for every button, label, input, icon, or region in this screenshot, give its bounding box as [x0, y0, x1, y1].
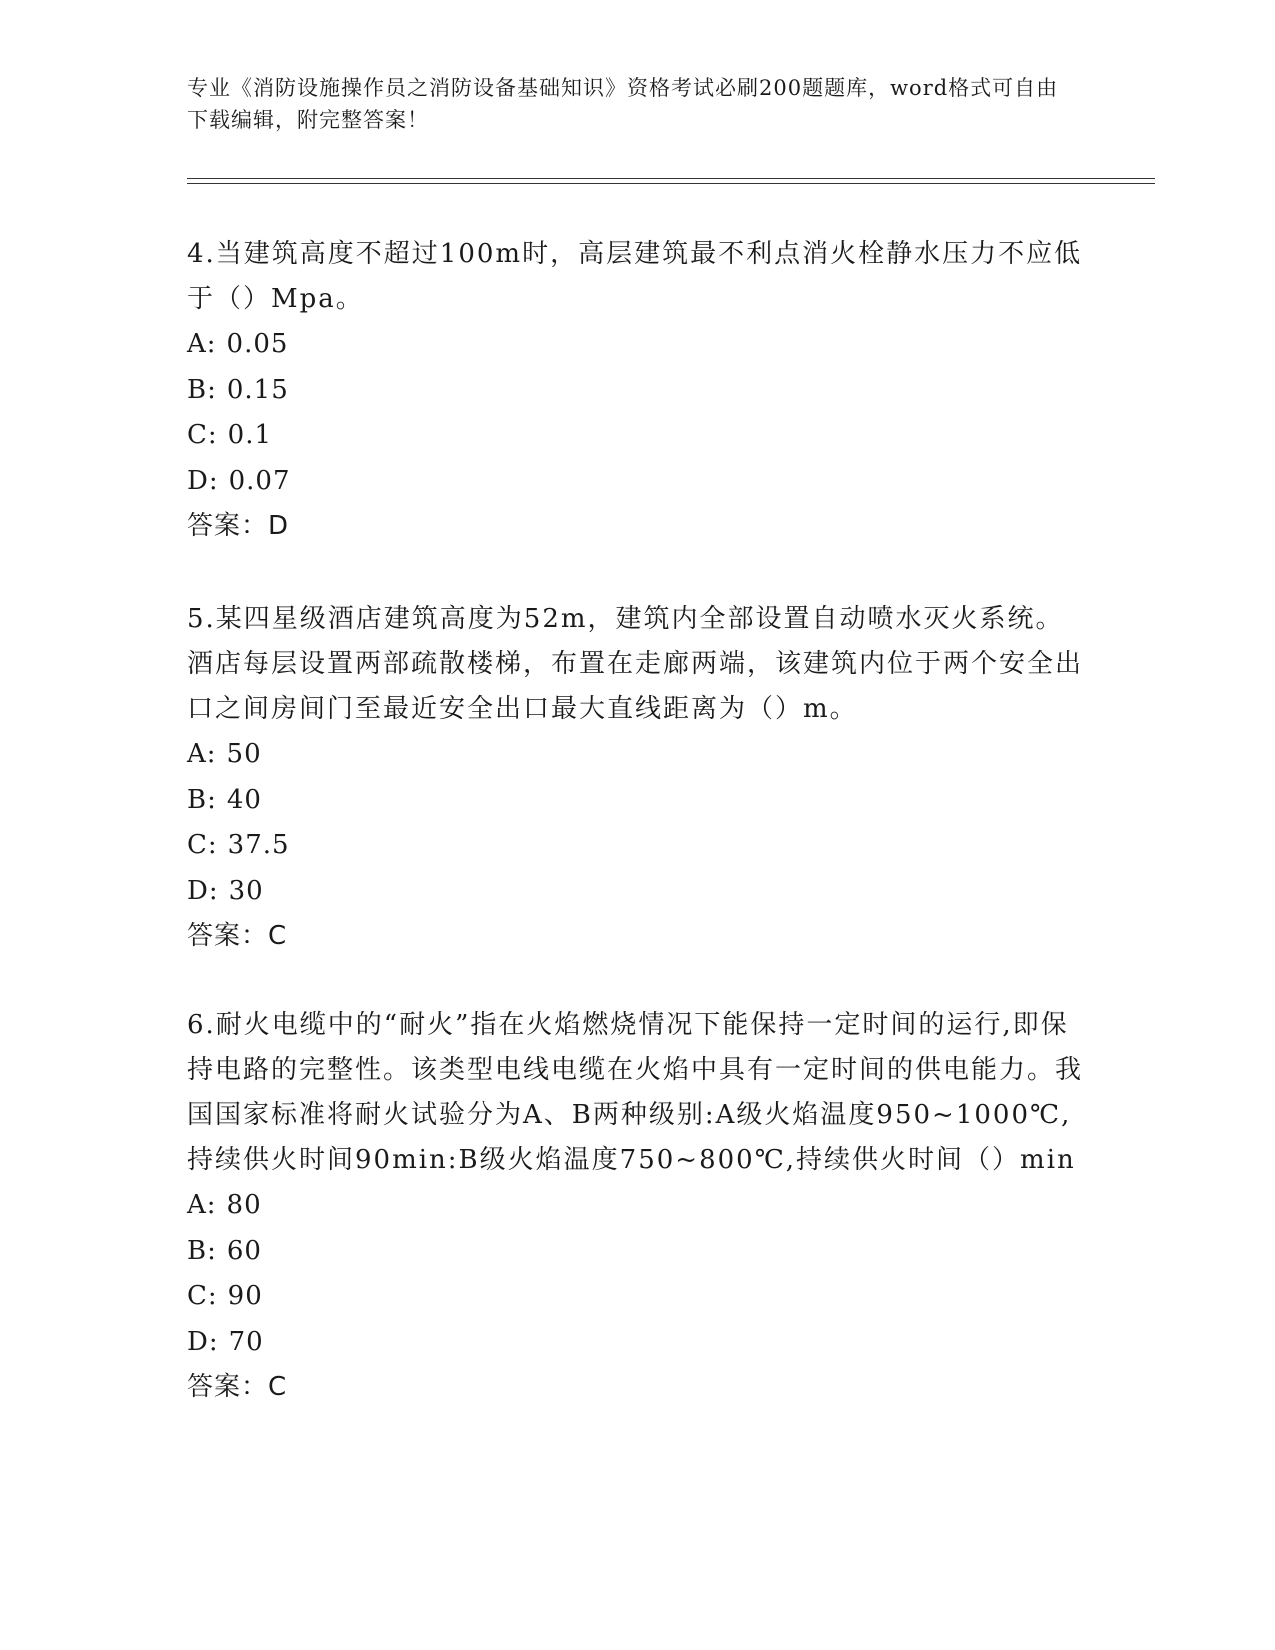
- question-stem: 4.当建筑高度不超过100m时，高层建筑最不利点消火栓静水压力不应低于（）Mpa。: [187, 239, 1083, 314]
- option-key: C:: [187, 830, 218, 860]
- question-6: [187, 1003, 1087, 1410]
- option-key: A:: [187, 739, 217, 769]
- option-list: [187, 1183, 1087, 1365]
- option-key: C:: [187, 420, 218, 450]
- document-header: 专业《消防设施操作员之消防设备基础知识》资格考试必刷200题题库，word格式可自由下载编辑，附完整答案！: [187, 76, 1059, 132]
- option-key: C:: [187, 1281, 218, 1311]
- option-text: 90: [227, 1281, 263, 1311]
- option-a: [187, 732, 1087, 778]
- option-d: [187, 1320, 1087, 1366]
- option-text: 80: [226, 1190, 262, 1220]
- answer-line: 答案：C: [187, 921, 288, 951]
- option-text: 60: [226, 1235, 262, 1266]
- answer-line: 答案：D: [187, 511, 290, 541]
- option-c: [187, 823, 1087, 869]
- option-text: 50: [226, 739, 262, 769]
- option-d: [187, 869, 1087, 915]
- header-rule-top: [187, 178, 1155, 179]
- option-key: A:: [187, 329, 217, 359]
- option-a: [187, 322, 1087, 368]
- option-key: A:: [187, 1190, 217, 1220]
- question-5: [187, 597, 1087, 959]
- option-text: 37.5: [227, 830, 290, 860]
- option-text: 40: [226, 784, 262, 815]
- option-key: B:: [187, 374, 217, 405]
- option-b: [187, 778, 1087, 824]
- option-key: D:: [187, 875, 219, 906]
- option-text: 30: [228, 875, 264, 906]
- question-stem: 5.某四星级酒店建筑高度为52m，建筑内全部设置自动喷水灭火系统。酒店每层设置两部疏散楼梯，布置在走廊两端，该建筑内位于两个安全出口之间房间门至最近安全出口最大直线距离为（）m。: [187, 604, 1084, 724]
- option-key: B:: [187, 784, 217, 815]
- option-b: [187, 1229, 1087, 1275]
- header-rule-bottom: [187, 183, 1155, 184]
- option-key: D:: [187, 1326, 219, 1357]
- option-list: [187, 322, 1087, 504]
- option-text: 0.05: [226, 329, 289, 359]
- question-stem: 6.耐火电缆中的“耐火”指在火焰燃烧情况下能保持一定时间的运行,即保持电路的完整性。该类型电线电缆在火焰中具有一定时间的供电能力。我国国家标准将耐火试验分为A、B两种级别:A级火焰温度950~1000℃,持续供火时间90min:B级火焰温度750~800℃,持续供火时间（）min: [187, 1010, 1084, 1175]
- option-list: [187, 732, 1087, 914]
- option-key: D:: [187, 465, 219, 496]
- option-b: [187, 368, 1087, 414]
- option-d: [187, 459, 1087, 505]
- option-text: 70: [228, 1326, 264, 1357]
- option-text: 0.15: [226, 374, 289, 405]
- answer-line: 答案：C: [187, 1372, 288, 1402]
- option-a: [187, 1183, 1087, 1229]
- option-c: [187, 413, 1087, 459]
- option-text: 0.1: [227, 420, 273, 450]
- option-key: B:: [187, 1235, 217, 1266]
- option-text: 0.07: [228, 465, 291, 496]
- question-4: [187, 232, 1087, 549]
- option-c: [187, 1274, 1087, 1320]
